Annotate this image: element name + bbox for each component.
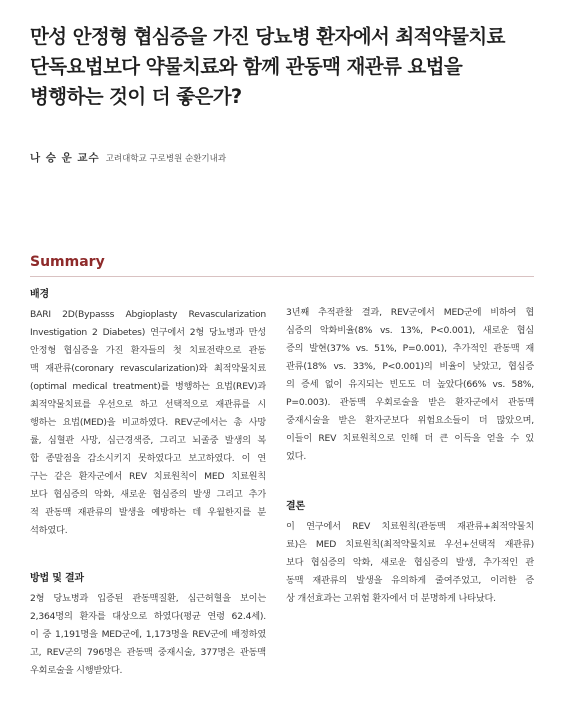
text-line: 관류(18% vs. 33%, P<0.001)의 비율이 낮았고, 협심증	[286, 361, 534, 372]
text-line: 맥 재관류(coronary revascularization)와 최적약물치료	[30, 363, 266, 374]
text-line: 심증의 악화비율(8% vs. 13%, P<0.001), 새로운 협심	[286, 325, 534, 336]
text-line: 료)은 MED 치료원칙(최적약물치료 우선+선택적 재관류)	[286, 539, 534, 550]
text-line: 석하였다.	[30, 525, 68, 536]
author-affiliation: 고려대학교 구로병원 순환기내과	[105, 154, 227, 164]
summary-heading: Summary	[30, 254, 105, 270]
text-line: 중재시술을 받은 환자군보다 위험요소들이 더 많았으며,	[286, 415, 534, 426]
methods-body	[30, 590, 266, 680]
text-line: 안정형 협심증을 가진 환자들의 첫 치료전략으로 관동	[30, 345, 266, 356]
background-section	[30, 286, 266, 540]
title-line: 병행하는 것이 더 좋은가?	[30, 85, 242, 108]
article-title	[30, 22, 550, 112]
methods-section	[30, 570, 266, 680]
text-line: 었다.	[286, 451, 307, 462]
text-line: 이 연구에서 REV 치료원칙(관동맥 재관류+최적약물치	[286, 521, 534, 532]
text-line: 2,364명의 환자를 대상으로 하였다(평균 연령 62.4세).	[30, 611, 266, 622]
text-line: 고, REV군의 796명은 관동맥 중재시술, 377명은 관동맥	[30, 647, 266, 658]
text-line: 합 종말점을 감소시키지 못하였다고 보고하였다. 이 연	[30, 453, 266, 464]
text-line: 증의 발현(37% vs. 51%, P=0.001), 추가적인 관동맥 재	[286, 343, 534, 354]
text-line: 우회로술을 시행받았다.	[30, 665, 123, 676]
background-body	[30, 306, 266, 540]
text-line: 률, 심혈관 사망, 심근경색증, 그리고 뇌졸중 발생의 복	[30, 435, 266, 446]
text-line: BARI 2D(Bypasss Abgioplasty Revascularization	[30, 309, 266, 320]
title-line: 단독요법보다 약물치료와 함께 관동맥 재관류 요법을	[30, 55, 463, 78]
methods-heading: 방법 및 결과	[30, 573, 84, 584]
text-line: 보다 협심증의 악화, 새로운 협심증의 발생, 추가적인 관	[286, 557, 534, 568]
text-line: (optimal medical treatment)를 병행하는 요법(REV)과	[30, 381, 266, 392]
text-line: 2형 당뇨병과 입증된 관동맥질환, 심근허혈을 보이는	[30, 593, 266, 604]
conclusion-section	[286, 498, 534, 608]
text-line: 이 중 1,191명을 MED군에, 1,173명을 REV군에 배정하였	[30, 629, 266, 640]
text-line: 의 증세 없이 유지되는 빈도도 더 높았다(66% vs. 58%,	[286, 379, 534, 390]
summary-divider	[30, 276, 534, 277]
text-line: 보다 협심증의 악화, 새로운 협심증의 발생 그리고 추가	[30, 489, 266, 500]
text-line: 최적약물치료를 우선으로 하고 선택적으로 재관류를 시	[30, 399, 266, 410]
text-line: 3년째 추적관찰 결과, REV군에서 MED군에 비하여 협	[286, 307, 534, 318]
text-line: 구는 같은 환자군에서 REV 치료원칙이 MED 치료원칙	[30, 471, 266, 482]
author-name: 나 승 운 교수	[30, 152, 100, 164]
title-line: 만성 안정형 협심증을 가진 당뇨병 환자에서 최적약물치료	[30, 25, 505, 48]
conclusion-heading: 결론	[286, 501, 305, 512]
text-line: 행하는 요법(MED)을 비교하였다. REV군에서는 총 사망	[30, 417, 266, 428]
text-line: P=0.003). 관동맥 우회로술을 받은 환자군에서 관동맥	[286, 397, 534, 408]
text-line: 동맥 재관류의 발생을 유의하게 줄여주었고, 이러한 증	[286, 575, 534, 586]
text-line: Investigation 2 Diabetes) 연구에서 2형 당뇨병과 만성	[30, 327, 266, 338]
text-line: 적 관동맥 재관류의 발생을 예방하는 데 우월한지를 분	[30, 507, 266, 518]
background-heading: 배경	[30, 289, 49, 300]
results-continued-section	[286, 304, 534, 466]
conclusion-body	[286, 518, 534, 608]
text-line: 이들이 REV 치료원칙으로 인해 더 큰 이득을 얻을 수 있	[286, 433, 534, 444]
author-line	[30, 150, 226, 165]
text-line: 상 개선효과는 고위험 환자에서 더 분명하게 나타났다.	[286, 593, 496, 604]
